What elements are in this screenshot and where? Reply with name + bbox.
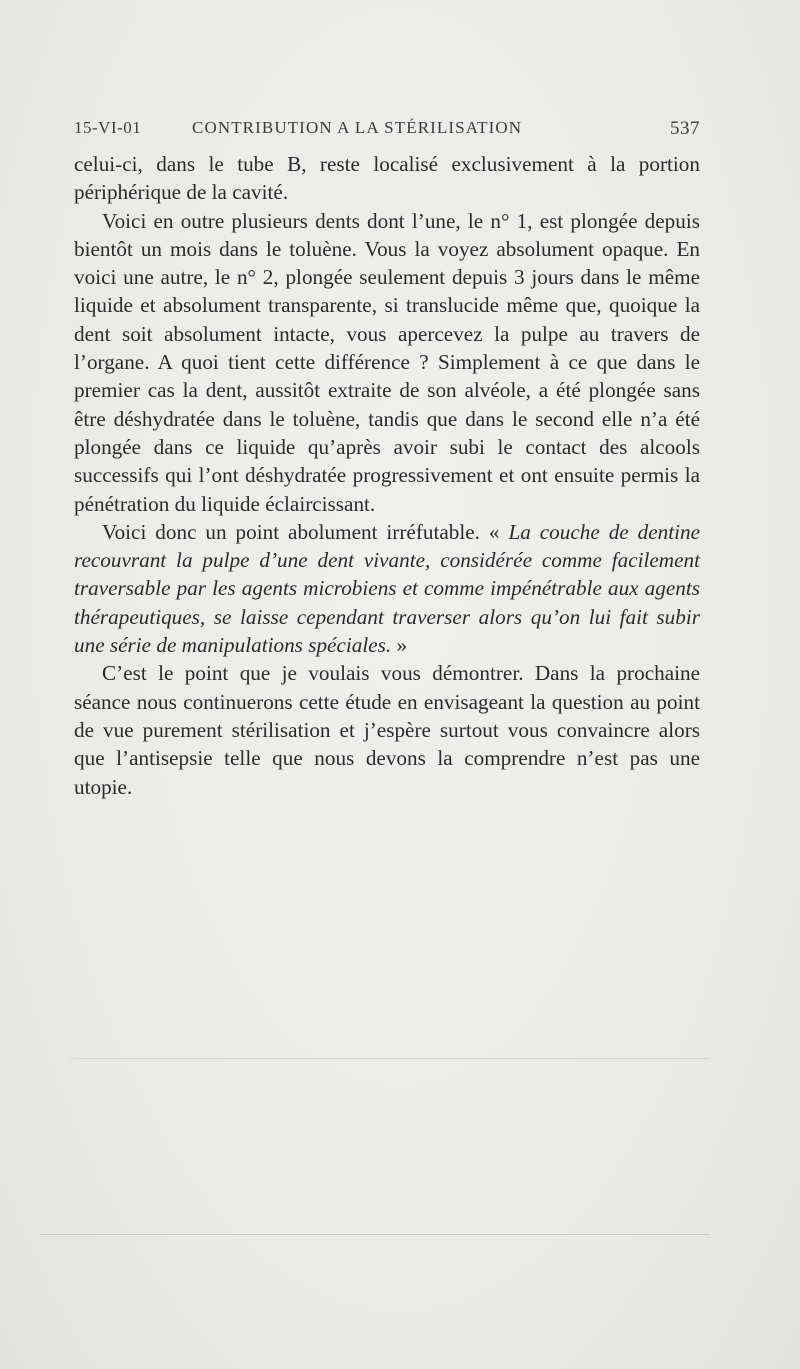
header-title: CONTRIBUTION A LA STÉRILISATION	[192, 118, 523, 137]
body-text	[74, 150, 700, 801]
paragraph-2: Voici en outre plusieurs dents dont l’une, le n° 1, est plongée depuis bientôt un mois dans le toluène. Vous la voyez absolument opaque. En voici une autre, le n° 2, plongée seulement depuis 3 jours dans le même liquide et absolument transparente, si translucide même que, quoique la dent soit absolument intacte, vous apercevez la pulpe au travers de l’organe. A quoi tient cette différence ? Simplement à ce que dans le premier cas la dent, aussitôt extraite de son alvéole, a été plongée sans être déshydratée dans le toluène, tandis que dans le second elle n’a été plongée dans ce liquide qu’après avoir subi le contact des alcools successifs qui l’ont déshydratée progressivement et ont ensuite permis la pénétration du liquide éclaircissant.	[74, 208, 700, 516]
bleed-through-rule	[70, 1058, 710, 1059]
paragraph-3-lead: Voici donc un point abolument irréfutable. «	[102, 519, 509, 544]
paragraph-3-quote: La couche de dentine recouvrant la pulpe d’une dent vivante, considérée comme facilement traversable par les agents microbiens et comme impénétrable aux agents thérapeutiques, se laisse cependant traverser alors qu’on lui fait subir une série de manipulations spéciales.	[74, 519, 700, 658]
header-date-reference: 15-VI-01	[74, 118, 142, 137]
paragraph-1: celui-ci, dans le tube B, reste localisé exclusivement à la portion périphérique de la cavité.	[74, 152, 700, 205]
page-number: 537	[670, 118, 700, 139]
paragraph-3-tail: »	[391, 633, 408, 658]
running-header	[74, 118, 700, 142]
paragraph-3	[74, 518, 700, 659]
bottom-edge-rule	[40, 1234, 710, 1235]
paragraph-4: C’est le point que je voulais vous démontrer. Dans la prochaine séance nous continuerons cette étude en envisageant la question au point de vue purement stérilisation et j’espère surtout vous convaincre alors que l’antisepsie telle que nous devons la comprendre n’est pas une utopie.	[74, 661, 700, 799]
